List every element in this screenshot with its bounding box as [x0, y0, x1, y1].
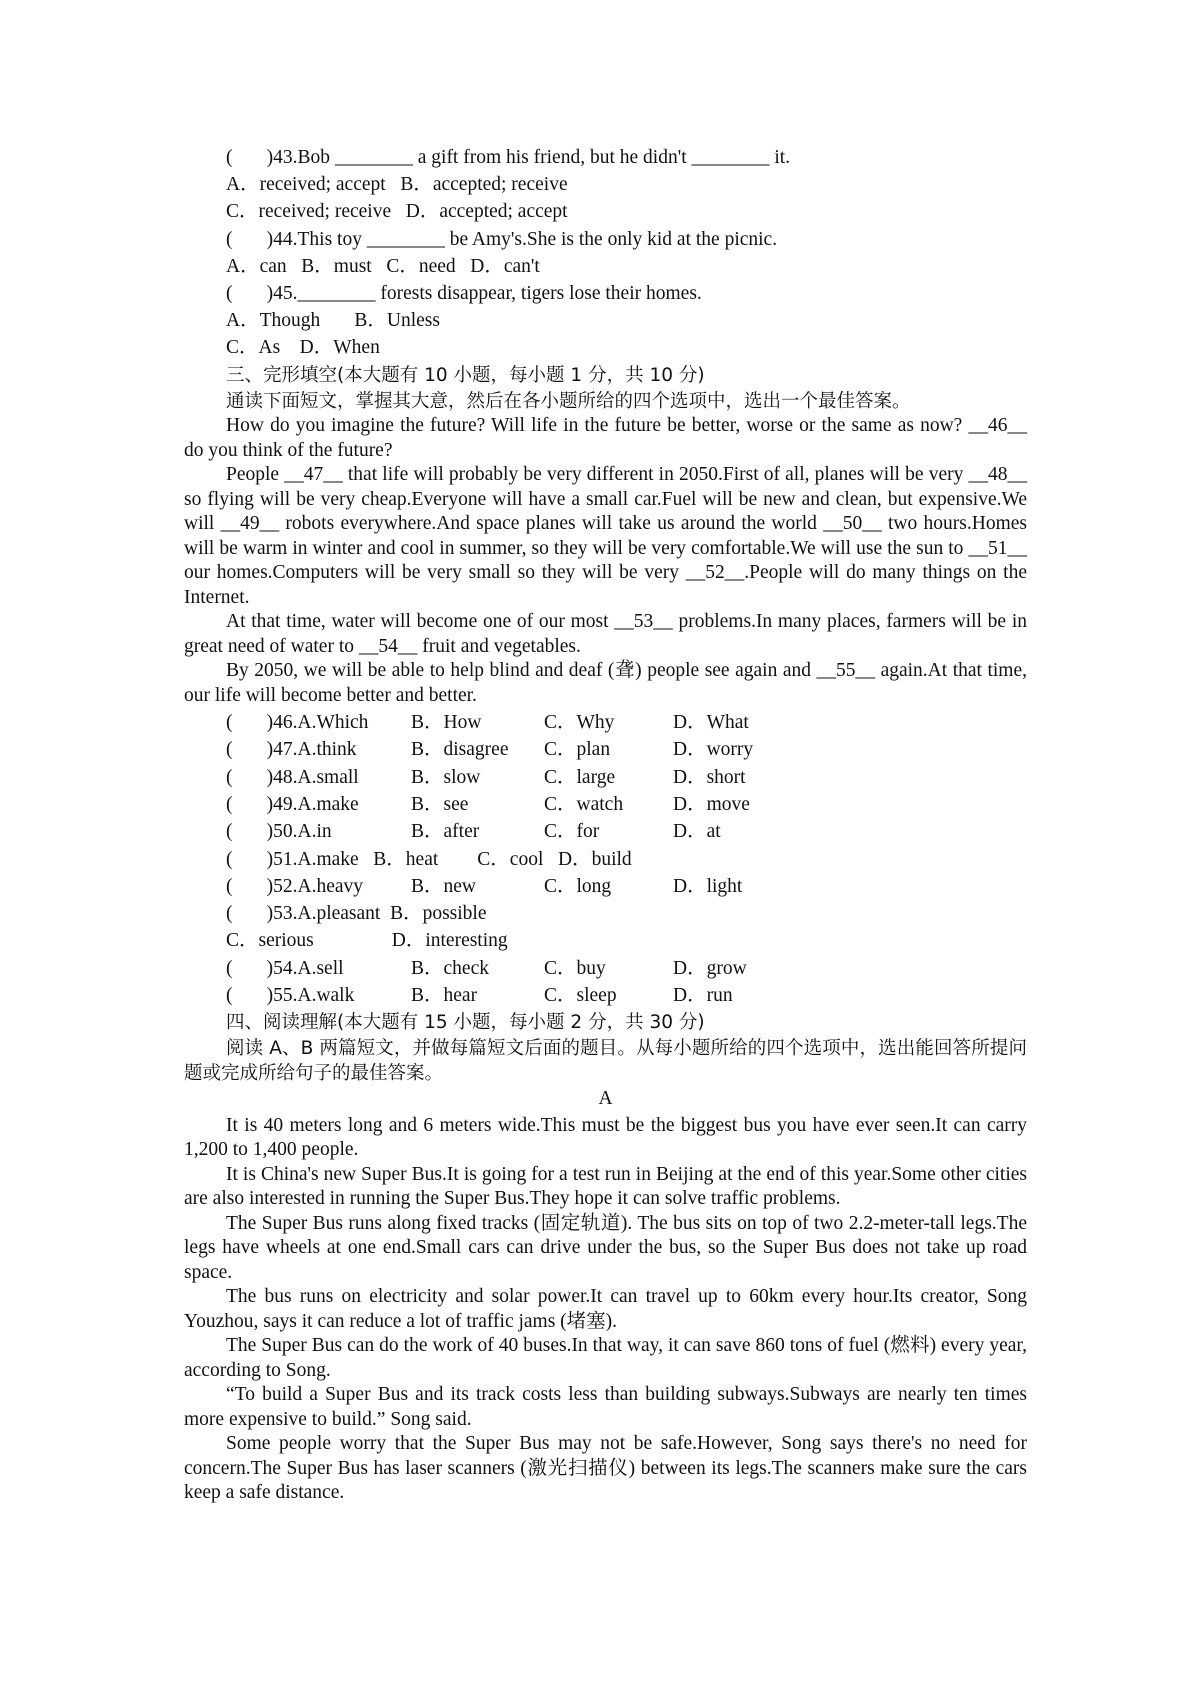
- passage-a-paragraph-6: “To build a Super Bus and its track costs less than building subways.Subways are nearly ten times more expensive to build.” Song said.: [184, 1384, 1027, 1430]
- option-c: C．buy: [544, 957, 606, 979]
- option-b: B．see: [411, 794, 469, 816]
- option-a: ( )46.A.Which: [226, 712, 369, 734]
- section-3-title: 三、完形填空: [226, 364, 338, 386]
- option-d: D．short: [673, 766, 746, 788]
- question-45-options-cd: C．As D．When: [226, 337, 380, 359]
- exam-page: [184, 145, 1027, 1506]
- cloze-row-53-cd: C．serious D．interesting: [226, 930, 508, 952]
- passage-a-paragraph-7: Some people worry that the Super Bus may not be safe.However, Song says there's no need for concern.The Super Bus has laser scanners (激光扫描仪) between its legs.The scanners make sure the cars keep a safe distance.: [184, 1433, 1027, 1503]
- option-a: ( )48.A.small: [226, 766, 359, 788]
- option-c: C．for: [544, 821, 600, 843]
- option-b: B．disagree: [411, 739, 509, 761]
- option-a: ( )49.A.make: [226, 794, 359, 816]
- option-b: B．hear: [411, 984, 478, 1006]
- option-d: D．move: [673, 794, 750, 816]
- cloze-row-52: [184, 874, 1027, 901]
- option-d: D．worry: [673, 739, 754, 761]
- section-4-note: (本大题有 15 小题，每小题 2 分，共 30 分): [337, 1012, 705, 1034]
- cloze-row-51: ( )51.A.make B．heat C．cool D．build: [226, 848, 632, 870]
- option-b: B．new: [411, 875, 476, 897]
- option-d: D．light: [673, 875, 743, 897]
- option-a: ( )50.A.in: [226, 821, 332, 843]
- section-4-instruction: 阅读 A、B 两篇短文，并做每篇短文后面的题目。从每小题所给的四个选项中，选出能回答所提问题或完成所给句子的最佳答案。: [184, 1038, 1027, 1084]
- question-44-stem: ( )44.This toy ________ be Amy's.She is the only kid at the picnic.: [226, 228, 778, 250]
- cloze-row-48: [184, 765, 1027, 792]
- section-3-instruction: 通读下面短文，掌握其大意，然后在各小题所给的四个选项中，选出一个最佳答案。: [226, 390, 911, 412]
- section-4-title: 四、阅读理解: [226, 1012, 338, 1034]
- option-b: B．after: [411, 821, 480, 843]
- option-a: ( )52.A.heavy: [226, 875, 364, 897]
- section-3-heading: [184, 363, 1027, 390]
- option-c: C．watch: [544, 794, 624, 816]
- option-a: ( )54.A.sell: [226, 957, 344, 979]
- passage-label: A: [598, 1088, 613, 1110]
- passage-a-paragraph-5: The Super Bus can do the work of 40 buses.In that way, it can save 860 tons of fuel (燃料) every year, according to Song.: [184, 1335, 1027, 1381]
- cloze-paragraph-4: By 2050, we will be able to help blind and deaf (聋) people see again and __55__ again.At that time, our life will become better and better.: [184, 660, 1027, 706]
- option-a: ( )47.A.think: [226, 739, 357, 761]
- question-45-options-ab: A．Though B．Unless: [226, 310, 440, 332]
- option-c: C．Why: [544, 712, 615, 734]
- option-b: B．How: [411, 712, 482, 734]
- option-d: D．run: [673, 984, 733, 1006]
- option-c: C．long: [544, 875, 612, 897]
- option-c: C．sleep: [544, 984, 617, 1006]
- option-d: D．grow: [673, 957, 747, 979]
- passage-a-paragraph-4: The bus runs on electricity and solar power.It can travel up to 60km every hour.Its creator, Song Youzhou, says it can reduce a lot of traffic jams (堵塞).: [184, 1286, 1027, 1332]
- cloze-row-47: [184, 737, 1027, 764]
- question-43-options-cd: C．received; receive D．accepted; accept: [226, 201, 568, 223]
- cloze-row-49: [184, 792, 1027, 819]
- cloze-row-46: [184, 710, 1027, 737]
- option-c: C．large: [544, 766, 616, 788]
- section-4-heading: [184, 1010, 1027, 1037]
- cloze-row-53-ab: ( )53.A.pleasant B．possible: [226, 903, 487, 925]
- passage-a-paragraph-1: It is 40 meters long and 6 meters wide.This must be the biggest bus you have ever seen.It can carry 1,200 to 1,400 people.: [184, 1114, 1027, 1160]
- question-45-stem: ( )45.________ forests disappear, tigers lose their homes.: [226, 282, 702, 304]
- option-b: B．check: [411, 957, 489, 979]
- passage-a-paragraph-2: It is China's new Super Bus.It is going for a test run in Beijing at the end of this year.Some other cities are also interested in running the Super Bus.They hope it can solve traffic problems.: [184, 1163, 1027, 1209]
- cloze-paragraph-3: At that time, water will become one of our most __53__ problems.In many places, farmers will be in great need of water to __54__ fruit and vegetables.: [184, 611, 1027, 657]
- question-43-options-ab: A．received; accept B．accepted; receive: [226, 174, 568, 196]
- cloze-row-55: [184, 983, 1027, 1010]
- cloze-paragraph-1: How do you imagine the future? Will life in the future be better, worse or the same as now? __46__ do you think of the future?: [184, 415, 1027, 461]
- cloze-row-54: [184, 956, 1027, 983]
- option-d: D．at: [673, 821, 721, 843]
- question-44-options: A．can B．must C．need D．can't: [226, 255, 540, 277]
- passage-a-paragraph-3: The Super Bus runs along fixed tracks (固定轨道). The bus sits on top of two 2.2-meter-tall legs.The legs have wheels at one end.Small cars can drive under the bus, so the Super Bus does not take up road space.: [184, 1212, 1027, 1283]
- cloze-paragraph-2: People __47__ that life will probably be very different in 2050.First of all, planes will be very __48__ so flying will be very cheap.Everyone will have a small car.Fuel will be new and clean, but expensive.We will __49__ robots everywhere.And space planes will take us around the world __50__ two hours.Homes will be warm in winter and cool in summer, so they will be very comfortable.We will use the sun to __51__ our homes.Computers will be very small so they will be very __52__.People will do many things on the Internet.: [184, 464, 1027, 608]
- cloze-row-50: [184, 819, 1027, 846]
- section-3-note: (本大题有 10 小题，每小题 1 分，共 10 分): [337, 364, 705, 386]
- question-43-stem: ( )43.Bob ________ a gift from his friend, but he didn't ________ it.: [226, 147, 791, 168]
- option-b: B．slow: [411, 766, 481, 788]
- option-a: ( )55.A.walk: [226, 984, 355, 1006]
- option-d: D．What: [673, 712, 749, 734]
- option-c: C．plan: [544, 739, 611, 761]
